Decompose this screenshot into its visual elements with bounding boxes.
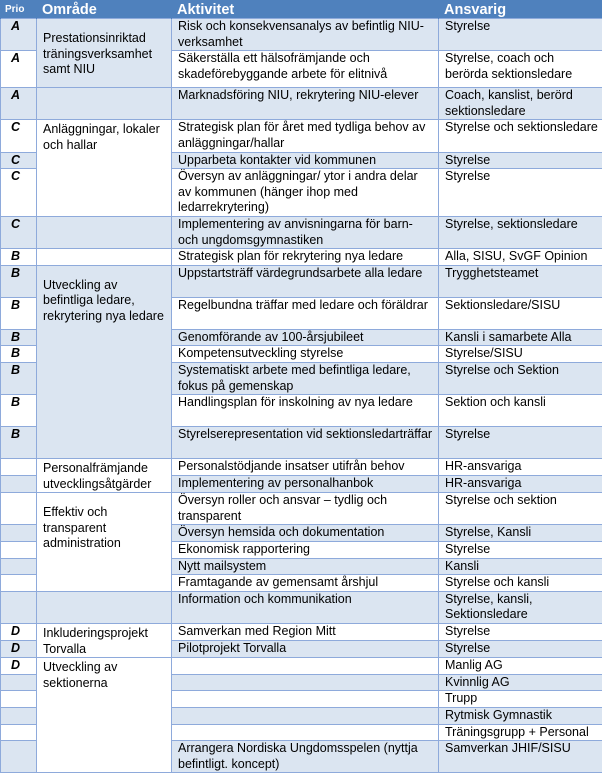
prio-cell <box>1 525 37 542</box>
aktivitet-cell: Styrelserepresentation vid sektionsledarträffar <box>172 427 439 459</box>
prio-cell <box>1 591 37 623</box>
aktivitet-cell: Risk och konsekvensanalys av befintlig NIU-verksamhet <box>172 19 439 51</box>
prio-cell: B <box>1 427 37 459</box>
prio-cell: B <box>1 346 37 363</box>
aktivitet-cell: Översyn roller och ansvar – tydlig och transparent <box>172 493 439 525</box>
aktivitet-cell: Arrangera Nordiska Ungdomsspelen (nyttja befintligt. koncept) <box>172 741 439 773</box>
prio-cell: C <box>1 152 37 169</box>
ansvarig-cell: Kvinnlig AG <box>439 674 602 691</box>
ansvarig-cell: Styrelse, Kansli <box>439 525 602 542</box>
prio-cell: A <box>1 19 37 51</box>
aktivitet-cell <box>172 724 439 741</box>
omrade-cell: Effektiv och transparent administration <box>37 493 172 592</box>
prio-cell: B <box>1 362 37 394</box>
aktivitet-cell: Upparbeta kontakter vid kommunen <box>172 152 439 169</box>
prio-cell <box>1 724 37 741</box>
prio-cell <box>1 708 37 725</box>
aktivitet-cell: Strategisk plan för året med tydliga behov av anläggningar/hallar <box>172 120 439 152</box>
prio-cell <box>1 459 37 476</box>
prio-cell <box>1 691 37 708</box>
omrade-cell <box>37 88 172 120</box>
aktivitet-cell: Ekonomisk rapportering <box>172 542 439 559</box>
aktivitet-cell: Framtagande av gemensamt årshjul <box>172 575 439 592</box>
aktivitet-cell <box>172 658 439 675</box>
ansvarig-cell: Kansli i samarbete Alla <box>439 329 602 346</box>
ansvarig-cell: Trygghetsteamet <box>439 265 602 297</box>
prio-cell: C <box>1 216 37 248</box>
prio-cell <box>1 575 37 592</box>
header-prio: Prio <box>1 0 37 19</box>
omrade-cell <box>37 216 172 248</box>
table-row <box>1 19 602 51</box>
ansvarig-cell: Styrelse och sektionsledare <box>439 120 602 152</box>
ansvarig-cell: Rytmisk Gymnastik <box>439 708 602 725</box>
ansvarig-cell: Kansli <box>439 558 602 575</box>
prio-cell <box>1 558 37 575</box>
table-header-row <box>1 0 602 19</box>
prio-cell <box>1 493 37 525</box>
ansvarig-cell: HR-ansvariga <box>439 459 602 476</box>
omrade-cell: Inkluderingsprojekt Torvalla <box>37 624 172 658</box>
table-row <box>1 216 602 248</box>
aktivitet-cell: Översyn hemsida och dokumentation <box>172 525 439 542</box>
prio-cell: A <box>1 88 37 120</box>
aktivitet-cell: Samverkan med Region Mitt <box>172 624 439 641</box>
aktivitet-cell: Säkerställa ett hälsofrämjande och skadeförebyggande arbete för elitnivå <box>172 51 439 88</box>
prio-cell: D <box>1 624 37 641</box>
prio-cell <box>1 674 37 691</box>
prio-cell: D <box>1 641 37 658</box>
omrade-cell <box>37 249 172 266</box>
header-ansvarig: Ansvarig <box>439 0 602 19</box>
table-row <box>1 624 602 641</box>
omrade-cell: Utveckling av befintliga ledare, rekrytering nya ledare <box>37 265 172 458</box>
header-omrade: Område <box>37 0 172 19</box>
ansvarig-cell: Styrelse och Sektion <box>439 362 602 394</box>
ansvarig-cell: Coach, kanslist, berörd sektionsledare <box>439 88 602 120</box>
aktivitet-cell: Genomförande av 100-årsjubileet <box>172 329 439 346</box>
ansvarig-cell: HR-ansvariga <box>439 476 602 493</box>
ansvarig-cell: Styrelse <box>439 624 602 641</box>
aktivitet-cell: Personalstödjande insatser utifrån behov <box>172 459 439 476</box>
table-row <box>1 459 602 476</box>
prio-cell: C <box>1 120 37 152</box>
prio-cell: B <box>1 265 37 297</box>
ansvarig-cell: Trupp <box>439 691 602 708</box>
aktivitet-cell: Implementering av anvisningarna för barn- och ungdomsgymnastiken <box>172 216 439 248</box>
prio-cell: D <box>1 658 37 675</box>
omrade-cell: Prestationsinriktad träningsverksamhet samt NIU <box>37 19 172 88</box>
prio-cell <box>1 476 37 493</box>
ansvarig-cell: Styrelse/SISU <box>439 346 602 363</box>
ansvarig-cell: Styrelse <box>439 19 602 51</box>
table-row <box>1 120 602 152</box>
prio-cell: C <box>1 169 37 217</box>
ansvarig-cell: Styrelse, kansli, Sektionsledare <box>439 591 602 623</box>
table-row <box>1 591 602 623</box>
table-row <box>1 658 602 675</box>
omrade-cell: Anläggningar, lokaler och hallar <box>37 120 172 217</box>
aktivitet-cell: Översyn av anläggningar/ ytor i andra delar av kommunen (hänger ihop med ledarrekrytering) <box>172 169 439 217</box>
ansvarig-cell: Styrelse och kansli <box>439 575 602 592</box>
ansvarig-cell: Alla, SISU, SvGF Opinion <box>439 249 602 266</box>
prio-cell: B <box>1 297 37 329</box>
aktivitet-cell: Handlingsplan för inskolning av nya ledare <box>172 395 439 427</box>
aktivitet-cell <box>172 674 439 691</box>
ansvarig-cell: Sektion och kansli <box>439 395 602 427</box>
prio-cell <box>1 542 37 559</box>
aktivitet-cell: Pilotprojekt Torvalla <box>172 641 439 658</box>
ansvarig-cell: Sektionsledare/SISU <box>439 297 602 329</box>
ansvarig-cell: Styrelse <box>439 169 602 217</box>
ansvarig-cell: Träningsgrupp + Personal <box>439 724 602 741</box>
ansvarig-cell: Samverkan JHIF/SISU <box>439 741 602 773</box>
table-row <box>1 265 602 297</box>
ansvarig-cell: Manlig AG <box>439 658 602 675</box>
ansvarig-cell: Styrelse <box>439 152 602 169</box>
table-row <box>1 88 602 120</box>
prio-cell: B <box>1 329 37 346</box>
ansvarig-cell: Styrelse, coach och berörda sektionsledare <box>439 51 602 88</box>
ansvarig-cell: Styrelse, sektionsledare <box>439 216 602 248</box>
prio-cell: A <box>1 51 37 88</box>
prio-cell: B <box>1 395 37 427</box>
aktivitet-cell: Strategisk plan för rekrytering nya ledare <box>172 249 439 266</box>
aktivitet-cell: Systematiskt arbete med befintliga ledare, fokus på gemenskap <box>172 362 439 394</box>
ansvarig-cell: Styrelse <box>439 427 602 459</box>
aktivitet-cell: Marknadsföring NIU, rekrytering NIU-elever <box>172 88 439 120</box>
prio-cell: B <box>1 249 37 266</box>
header-aktivitet: Aktivitet <box>172 0 439 19</box>
omrade-cell: Utveckling av sektionerna <box>37 658 172 773</box>
prio-cell <box>1 741 37 773</box>
aktivitet-cell <box>172 708 439 725</box>
aktivitet-cell: Nytt mailsystem <box>172 558 439 575</box>
aktivitet-cell: Kompetensutveckling styrelse <box>172 346 439 363</box>
table-row <box>1 249 602 266</box>
table-row <box>1 493 602 525</box>
aktivitet-cell <box>172 691 439 708</box>
aktivitet-cell: Regelbundna träffar med ledare och föräldrar <box>172 297 439 329</box>
omrade-cell: Personalfrämjande utvecklingsåtgärder <box>37 459 172 493</box>
ansvarig-cell: Styrelse och sektion <box>439 493 602 525</box>
aktivitet-cell: Implementering av personalhanbok <box>172 476 439 493</box>
aktivitet-cell: Uppstartsträff värdegrundsarbete alla ledare <box>172 265 439 297</box>
ansvarig-cell: Styrelse <box>439 641 602 658</box>
ansvarig-cell: Styrelse <box>439 542 602 559</box>
omrade-cell <box>37 591 172 623</box>
aktivitet-cell: Information och kommunikation <box>172 591 439 623</box>
